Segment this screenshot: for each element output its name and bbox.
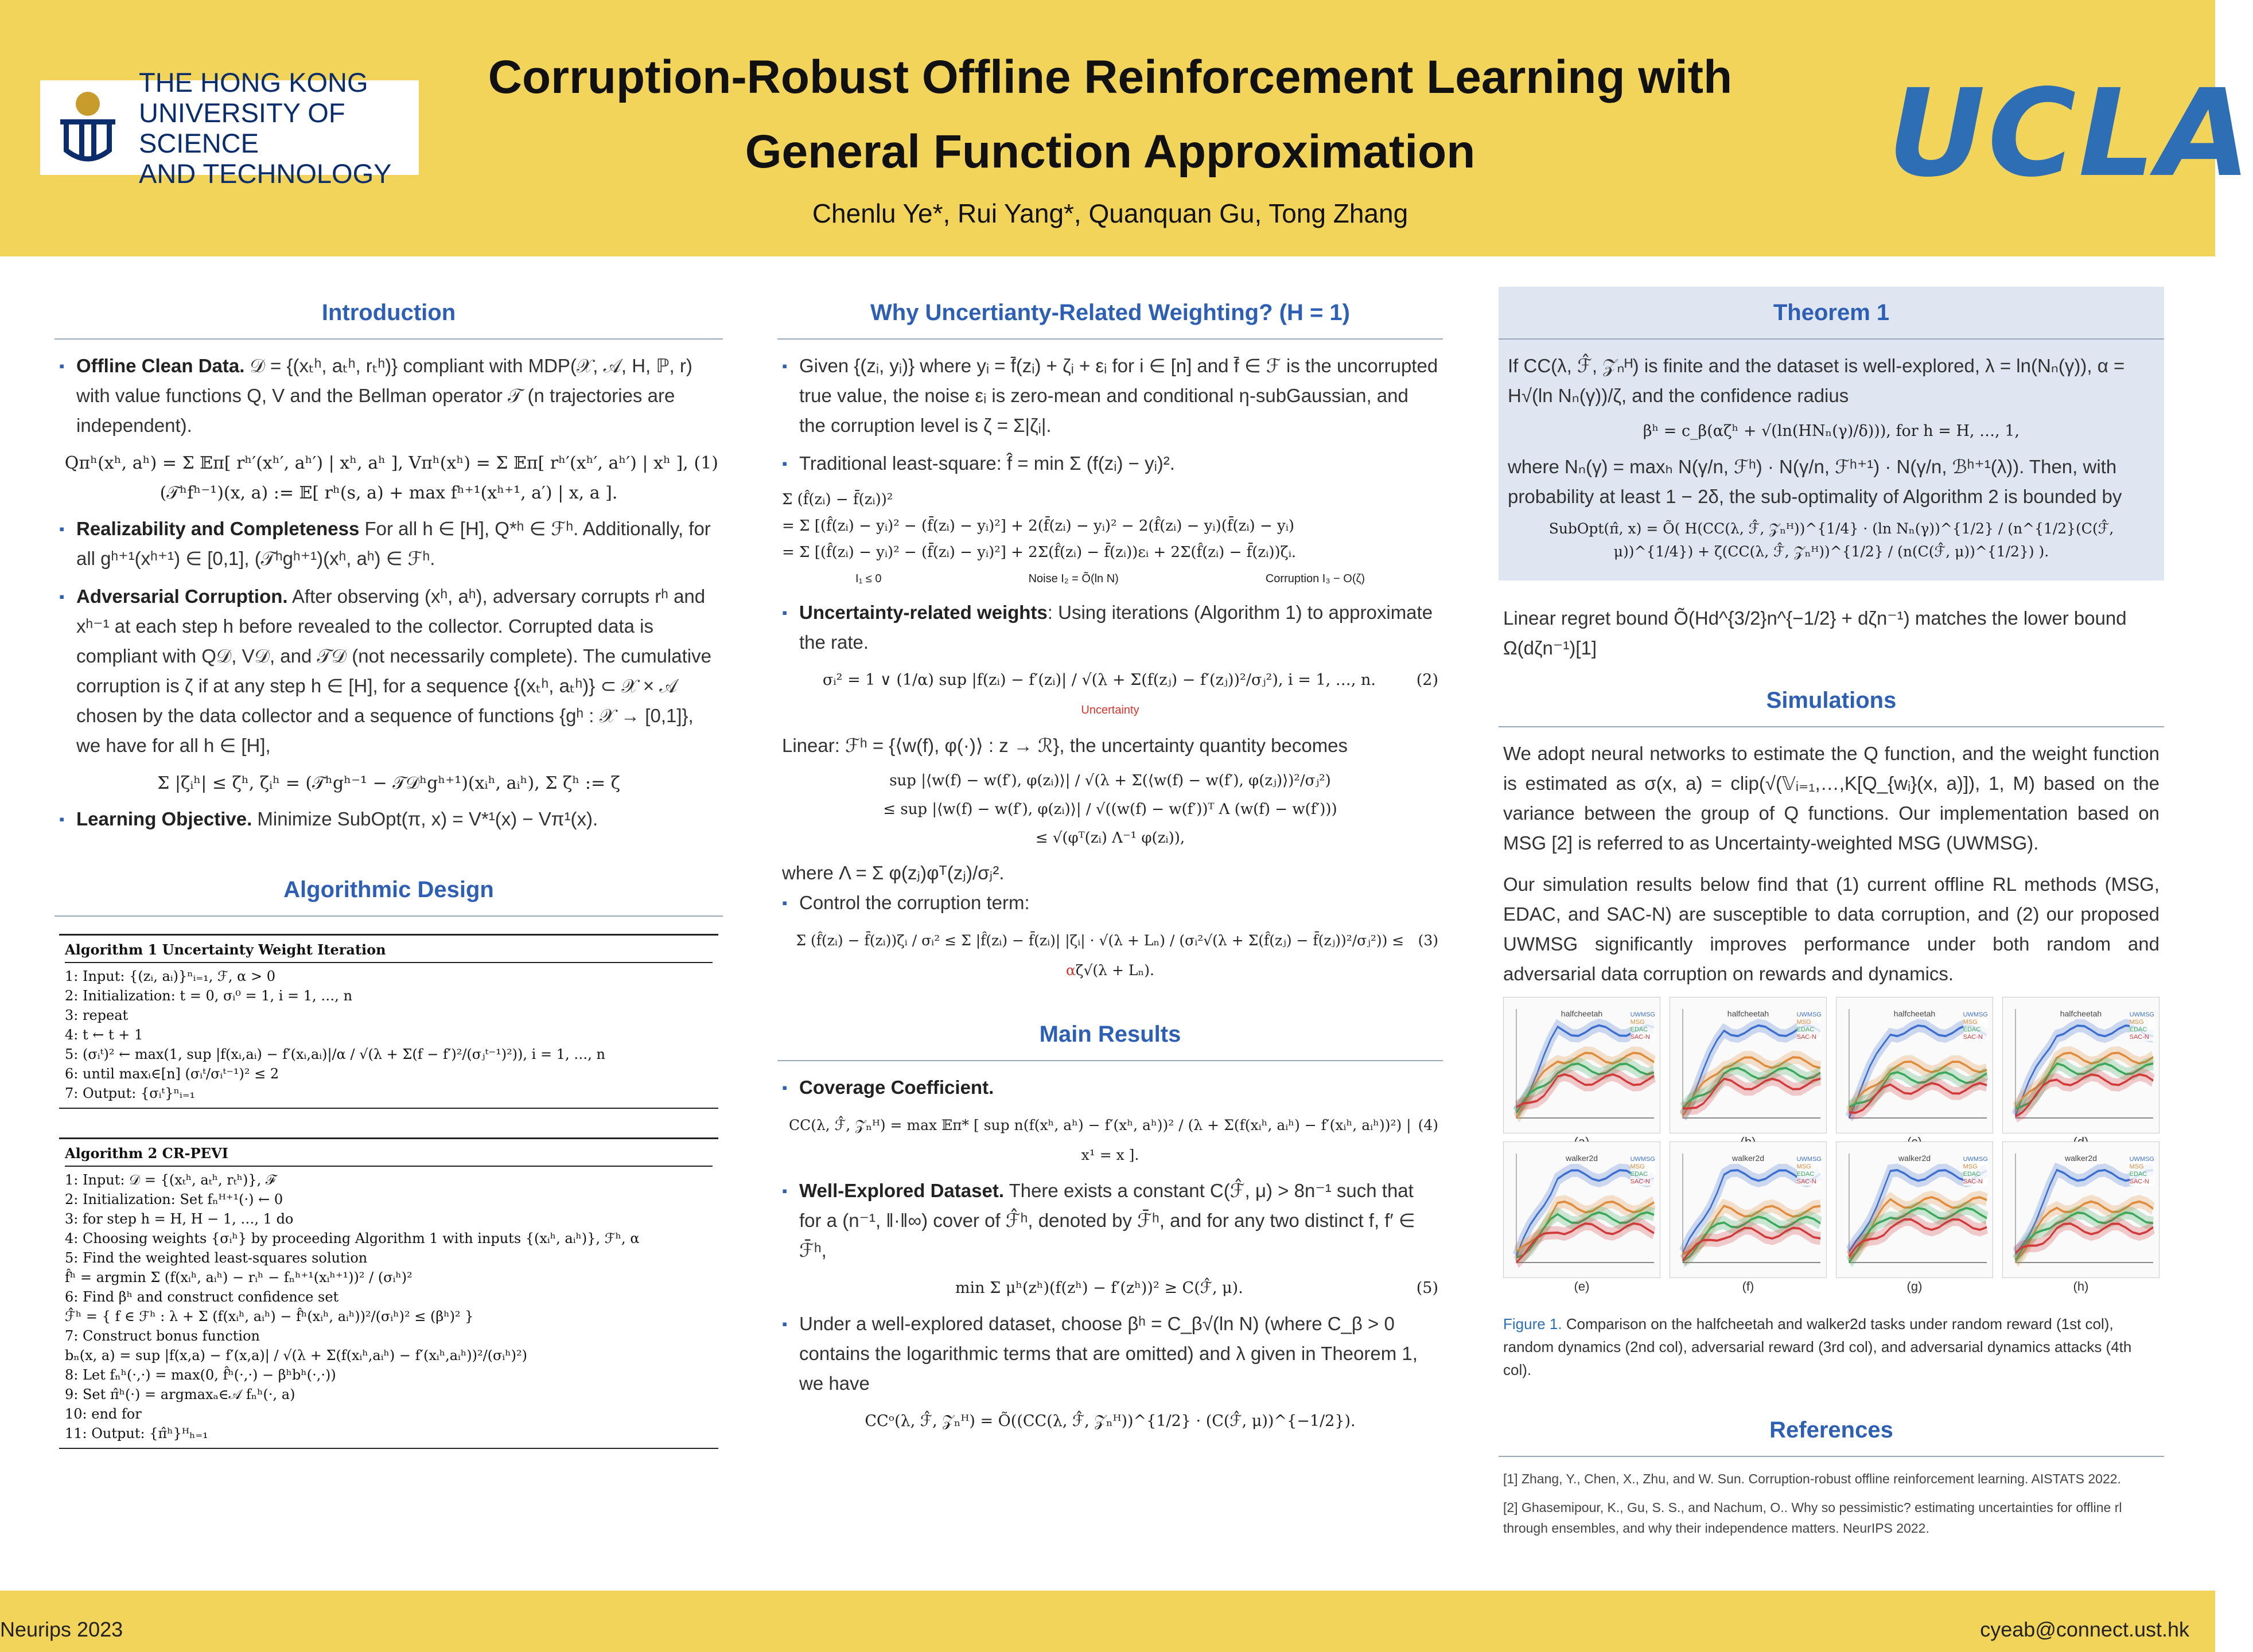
algorithm-line: 8: Let fₙʰ(·,·) = max(0, f̂ʰ(·,·) − βʰbʰ(·,·)): [65, 1367, 336, 1383]
section-title-main-results: Main Results: [777, 1008, 1443, 1061]
reference-item: [1] Zhang, Y., Chen, X., Zhu, and W. Sun. Corruption-robust offline reinforcement learning. AISTATS 2022.: [1503, 1471, 2121, 1486]
footer-banner: [0, 1591, 2215, 1652]
legend-entry: EDAC: [2129, 1026, 2147, 1033]
plot-label: (h): [2073, 1279, 2089, 1293]
legend-entry: EDAC: [1963, 1026, 1981, 1033]
underbrace-labels: [782, 566, 1438, 592]
item-bold: Well-Explored Dataset.: [799, 1180, 1004, 1201]
item-text: Minimize SubOpt(π, x) = V*¹(x) − Vπ¹(x).: [252, 808, 598, 829]
plot-legend: [2130, 1011, 2154, 1041]
algorithm-line: ℱ̂ʰ = { f ∈ ℱʰ : λ + Σ (f(xᵢʰ, aᵢʰ) − f̂ʰ(xᵢʰ, aᵢʰ))²/(σᵢʰ)² ≤ (βʰ)² }: [65, 1308, 474, 1324]
equation-part: ζ√(λ + Lₙ).: [1075, 962, 1154, 979]
legend-entry: SAC-N: [1963, 1178, 1983, 1185]
item-bold: Coverage Coefficient.: [799, 1077, 994, 1098]
equation-number: (4): [1418, 1117, 1438, 1133]
hkust-emblem-icon: [45, 85, 131, 171]
section-title-why-weighting: Why Uncertianty-Related Weighting? (H = 1): [777, 287, 1443, 340]
least-squares-derivation: [782, 486, 1438, 592]
legend-entry: MSG: [1963, 1163, 1978, 1170]
algorithm-line: 4: t ← t + 1: [65, 1027, 143, 1043]
equation-corruption: Σ |ζᵢʰ| ≤ ζʰ, ζᵢʰ = (𝒯ʰgʰ⁻¹ − 𝒯𝒟ʰgʰ⁺¹)(xᵢʰ, aᵢʰ), Σ ζʰ := ζ: [157, 773, 620, 793]
regret-bound-text: Linear regret bound Õ(Hd^{3/2}n^{−1/2} + dζn⁻¹) matches the lower bound Ω(dζn⁻¹)[1]: [1503, 607, 2127, 659]
simulation-paragraph: Our simulation results below find that (1) current offline RL methods (MSG, EDAC, and SAC-N) are susceptible to data corruption, and (2) our proposed UWMSG significantly improves performance under both random and adversarial data corruption on rewards and dynamics.: [1503, 874, 2159, 984]
linear-text: Linear: ℱʰ = {⟨w(f), φ(·)⟩ : z → ℛ}, the uncertainty quantity becomes: [782, 735, 1348, 756]
legend-entry: MSG: [1630, 1019, 1645, 1026]
algorithm-2: [59, 1137, 718, 1449]
column-3: [1499, 287, 2164, 1558]
algorithm-1: [59, 934, 718, 1109]
plot-title: halfcheetah: [1561, 1009, 1603, 1018]
title-line-2: General Function Approximation: [745, 126, 1476, 178]
contact-email: cyeab@connect.ust.hk: [1980, 1618, 2189, 1641]
hkust-name: [139, 67, 419, 189]
poster-title: [436, 40, 1784, 189]
equation-number: (5): [1416, 1279, 1438, 1297]
algorithm-line: 3: for step h = H, H − 1, …, 1 do: [65, 1211, 294, 1227]
algorithm-line: 3: repeat: [65, 1007, 129, 1023]
plot-label: (f): [1742, 1279, 1754, 1293]
legend-entry: EDAC: [1796, 1171, 1815, 1178]
alpha-symbol: α: [1066, 962, 1076, 979]
plot-legend: [1631, 1011, 1655, 1041]
conference-name: Neurips 2023: [0, 1618, 123, 1641]
plot-panel: [1670, 1141, 1827, 1293]
plot-title: halfcheetah: [1893, 1009, 1936, 1018]
list-item: [782, 1073, 1438, 1102]
legend-entry: UWMSG: [1630, 1011, 1655, 1018]
legend-entry: EDAC: [1630, 1171, 1648, 1178]
legend-entry: UWMSG: [1963, 1156, 1988, 1163]
plot-panel: [1670, 997, 1827, 1133]
equation-line: Qπʰ(xʰ, aʰ) = Σ 𝔼π[ rʰ′(xʰ′, aʰ′) | xʰ, aʰ ], Vπʰ(xʰ) = Σ 𝔼π[ rʰ′(xʰ′, aʰ′) | xʰ ],: [64, 453, 688, 473]
figure-caption: [1503, 1312, 2159, 1381]
algorithm-lines: [65, 1170, 713, 1443]
figure-label: Figure 1.: [1503, 1315, 1562, 1332]
legend-entry: SAC-N: [1630, 1034, 1650, 1041]
legend-entry: UWMSG: [2129, 1156, 2154, 1163]
hkust-logo: [40, 67, 419, 189]
uncertainty-label: Uncertainty: [1081, 704, 1139, 716]
equation-line: Σ (f̂(zᵢ) − f̄(zᵢ))²: [782, 491, 893, 508]
simulations-content: [1499, 727, 2164, 1393]
item-text: After observing (xʰ, aʰ), adversary corrupts rʰ and xʰ⁻¹ at each step h before revealed to the collector. Corrupted data is compliant with Q𝒟, V𝒟, and 𝒯𝒟 (not necessarily complete). The cumulative corruption is ζ if at any step h ∈ [H], for a sequence {(xₜʰ, aₜʰ)} ⊂ 𝒳 × 𝒜 chosen by the data collector and a sequence of functions {gʰ : 𝒳 → [0,1]}, we have for all h ∈ [H],: [76, 586, 711, 756]
figure-1-grid: [1503, 997, 2159, 1293]
legend-entry: SAC-N: [1796, 1178, 1816, 1185]
algorithm-title: Algorithm 2 CR-PEVI: [65, 1144, 713, 1167]
algorithm-line: 5: Find the weighted least-squares solution: [65, 1250, 368, 1266]
algorithm-line: 7: Construct bonus function: [65, 1328, 260, 1344]
equation-number: (3): [1418, 932, 1438, 949]
plot-panel: [1503, 1141, 1660, 1293]
legend-entry: MSG: [1796, 1019, 1811, 1026]
legend-entry: MSG: [1630, 1163, 1645, 1170]
plot-panel: [2002, 997, 2159, 1133]
equation-line: (𝒯ʰfʰ⁻¹)(x, a) := 𝔼[ rʰ(s, a) + max fʰ⁺¹(xʰ⁺¹, a′) | x, a ].: [159, 483, 618, 503]
legend-entry: SAC-N: [2129, 1034, 2149, 1041]
plot-panel: [1503, 997, 1660, 1133]
plot-title: walker2d: [1898, 1154, 1931, 1163]
item-text: For all h ∈ [H], Q*ʰ ∈ ℱʰ. Additionally, for all gʰ⁺¹(xʰ⁺¹) ∈ [0,1], (𝒯ʰgʰ⁺¹)(xʰ, aʰ) ∈ ℱʰ.: [76, 518, 711, 569]
equation-line: CC(λ, ℱ̂, 𝒵ₙᴴ) = max 𝔼π* [ sup n(f(xʰ, aʰ) − f′(xʰ, aʰ))² / (λ + Σ(f(xᵢʰ, aᵢʰ) − f′(xᵢʰ, aᵢʰ))²) | x¹ = x ].: [788, 1117, 1411, 1163]
equation-beta: βʰ = c_β(αζʰ + √(ln(HNₙ(γ)/δ))), for h = H, …, 1,: [1643, 422, 2020, 440]
legend-entry: UWMSG: [1796, 1156, 1822, 1163]
equation-line: ≤ √(φᵀ(zᵢ) Λ⁻¹ φ(zᵢ)),: [1035, 829, 1185, 847]
column-1: [55, 287, 723, 1489]
algorithm-line: 11: Output: {π̂ʰ}ᴴₕ₌₁: [65, 1425, 208, 1441]
underbrace-label: Corruption I₃ − O(ζ): [1265, 572, 1365, 585]
legend-entry: MSG: [2129, 1163, 2144, 1170]
equation-line: = Σ [(f̂(zᵢ) − yᵢ)² − (f̄(zᵢ) − yᵢ)²] + 2(f̄(zᵢ) − yᵢ)² − 2(f̂(zᵢ) − yᵢ)(f̄(zᵢ) − yᵢ): [782, 517, 1295, 535]
equation-2: [782, 665, 1438, 725]
algorithm-line: 4: Choosing weights {σᵢʰ} by proceeding Algorithm 1 with inputs {(xᵢʰ, aᵢʰ)}, ℱʰ, α: [65, 1230, 640, 1246]
item-text: 𝒟 = {(xₜʰ, aₜʰ, rₜʰ)} compliant with MDP(𝒳, 𝒜, H, ℙ, r) with value functions Q, V and the Bellman operator 𝒯 (n trajectories are independent).: [76, 355, 692, 436]
list-item: [59, 804, 718, 834]
header-banner: [0, 0, 2253, 256]
plot-legend: [1797, 1011, 1822, 1041]
plot-title: walker2d: [1731, 1154, 1765, 1163]
algorithm-line: 1: Input: 𝒟 = {(xₜʰ, aₜʰ, rₜʰ)}, ℱ: [65, 1172, 276, 1188]
equation-line: σᵢ² = 1 ∨ (1/α) sup |f(zᵢ) − f′(zᵢ)| / √(λ + Σ(f(zⱼ) − f′(zⱼ))²/σⱼ²), i = 1, …, n.: [822, 671, 1376, 689]
algorithm-line: f̂ʰ = argmin Σ (f(xᵢʰ, aᵢʰ) − rᵢʰ − fₙʰ⁺¹(xᵢʰ⁺¹))² / (σᵢʰ)²: [65, 1269, 413, 1285]
legend-entry: UWMSG: [1630, 1156, 1655, 1163]
main-results-content: [777, 1061, 1443, 1454]
equation-6: CCᵒ(λ, ℱ̂, 𝒵ₙᴴ) = Õ((CC(λ, ℱ̂, 𝒵ₙᴴ))^{1/2} · (C(ℱ̂, μ))^{−1/2}).: [865, 1412, 1356, 1430]
plot-legend: [1631, 1156, 1655, 1186]
algorithm-line: 6: until maxᵢ∈[n] (σᵢᵗ/σᵢᵗ⁻¹)² ≤ 2: [65, 1066, 279, 1082]
algorithm-line: 6: Find βʰ and construct confidence set: [65, 1289, 339, 1305]
legend-entry: EDAC: [1630, 1026, 1648, 1033]
algorithm-line: 5: (σᵢᵗ)² ← max(1, sup |f(xᵢ,aᵢ) − f′(xᵢ,aᵢ)|/α / √(λ + Σ(f − f′)²/(σⱼᵗ⁻¹)²)), i = 1, …, n: [65, 1046, 605, 1062]
legend-entry: UWMSG: [1963, 1011, 1988, 1018]
hkust-line: UNIVERSITY OF SCIENCE: [139, 97, 345, 158]
plot-legend: [2130, 1156, 2154, 1186]
reference-item: [2] Ghasemipour, K., Gu, S. S., and Nachum, O.. Why so pessimistic? estimating uncertainties for offline rl through ensembles, and why their independence matters. NeurIPS 2022.: [1503, 1500, 2122, 1536]
underbrace-label: Noise I₂ = Õ(ln N): [1028, 572, 1119, 585]
lambda-definition: where Λ = Σ φ(zⱼ)φᵀ(zⱼ)/σⱼ².: [782, 862, 1005, 883]
plot-label: (g): [1906, 1279, 1923, 1293]
linear-derivation: [782, 766, 1438, 852]
item-bold: Adversarial Corruption.: [76, 586, 288, 607]
algorithm-line: 2: Initialization: t = 0, σᵢ⁰ = 1, i = 1, …, n: [65, 988, 353, 1004]
simulation-paragraph: We adopt neural networks to estimate the Q function, and the weight function is estimated as σ(x, a) = clip(√(𝕍ᵢ₌₁,…,K[Q_{wᵢ}(x, a)]), 1, M) based on the variance between the group of Q functions. Our implementation based on MSG [2] is referred to as Uncertainty-weighted MSG (UWMSG).: [1503, 743, 2159, 854]
algorithm-line: 9: Set π̂ʰ(·) = argmaxₐ∈𝒜 fₙʰ(·, a): [65, 1386, 295, 1402]
plot-title: halfcheetah: [2060, 1009, 2102, 1018]
equation-number: (1): [694, 453, 718, 473]
title-line-1: Corruption-Robust Offline Reinforcement Learning with: [488, 51, 1733, 103]
equation-number: (2): [1416, 671, 1438, 689]
algorithm-title: Algorithm 1 Uncertainty Weight Iteration: [65, 940, 713, 963]
list-item: ▪ Under a well-explored dataset, choose βʰ = C_β√(ln N) (where C_β > 0 contains the logarithmic terms that are omitted) and λ given in Theorem 1, we have: [782, 1309, 1438, 1398]
section-title-references: References: [1499, 1404, 2164, 1457]
algorithmic-design-content: [55, 917, 723, 1489]
plot-title: walker2d: [2064, 1154, 2098, 1163]
column-2: [777, 287, 1443, 1454]
list-item: [59, 351, 718, 441]
references-content: [1499, 1457, 2164, 1558]
list-item: ▪ Given {(zᵢ, yᵢ)} where yᵢ = f̄(zᵢ) + ζᵢ + εᵢ for i ∈ [n] and f̄ ∈ ℱ is the uncorrupted true value, the noise εᵢ is zero-mean and conditional η-subGaussian, and the corruption level is ζ = Σ|ζᵢ|.: [782, 351, 1438, 441]
plot-legend: [1963, 1011, 1988, 1041]
authors: Chenlu Ye*, Rui Yang*, Quanquan Gu, Tong Zhang: [812, 198, 1408, 228]
item-bold: Offline Clean Data.: [76, 355, 245, 376]
equation-3: [782, 926, 1438, 985]
algorithm-line: 10: end for: [65, 1406, 142, 1422]
item-bold: Realizability and Completeness: [76, 518, 360, 539]
theorem-content: [1499, 340, 2164, 580]
item-bold: Uncertainty-related weights: [799, 602, 1048, 623]
legend-entry: EDAC: [1796, 1026, 1815, 1033]
hkust-line: THE HONG KONG: [139, 67, 368, 98]
plot-panel: [2002, 1141, 2159, 1293]
algorithm-line: 2: Initialization: Set fₙᴴ⁺¹(·) ← 0: [65, 1191, 283, 1207]
legend-entry: SAC-N: [2129, 1178, 2149, 1185]
plot-panel: [1836, 997, 1993, 1133]
legend-entry: SAC-N: [1630, 1178, 1650, 1185]
equation-part: Σ (f̂(zᵢ) − f̄(zᵢ))ζᵢ / σᵢ² ≤ Σ |f̂(zᵢ) − f̄(zᵢ)| |ζᵢ| · √(λ + Lₙ) / (σᵢ²√(λ + Σ(f̂(zⱼ) − f̄(zⱼ))²/σⱼ²)) ≤: [796, 932, 1404, 949]
equation-1: [59, 449, 718, 508]
section-title-introduction: Introduction: [55, 287, 723, 340]
legend-entry: SAC-N: [1963, 1034, 1983, 1041]
legend-entry: EDAC: [1963, 1171, 1981, 1178]
list-item: [782, 1176, 1438, 1265]
section-title-theorem: Theorem 1: [1499, 287, 2164, 340]
equation-4: [782, 1111, 1438, 1170]
ucla-logo: UCLA: [1888, 63, 2253, 204]
section-title-algorithmic-design: Algorithmic Design: [55, 864, 723, 917]
plot-label: (e): [1574, 1279, 1590, 1293]
algorithm-line: bₙ(x, a) = sup |f(x,a) − f′(x,a)| / √(λ + Σ(f(xᵢʰ,aᵢʰ) − f′(xᵢʰ,aᵢʰ))²/(σᵢʰ)²): [65, 1347, 527, 1363]
legend-entry: UWMSG: [2129, 1011, 2154, 1018]
underbrace-label: I₁ ≤ 0: [855, 572, 882, 585]
plot-legend: [1963, 1156, 1988, 1186]
legend-entry: UWMSG: [1796, 1011, 1822, 1018]
equation-line: sup |⟨w(f) − w(f′), φ(zᵢ)⟩| / √(λ + Σ(⟨w(f) − w(f′), φ(zⱼ)⟩)²/σⱼ²): [889, 772, 1331, 789]
plot-panel: [1836, 1141, 1993, 1293]
legend-entry: MSG: [1796, 1163, 1811, 1170]
plot-title: walker2d: [1565, 1154, 1598, 1163]
plot-title: halfcheetah: [1727, 1009, 1769, 1018]
equation-line: ≤ sup |⟨w(f) − w(f′), φ(zᵢ)⟩| / √((w(f) − w(f′))ᵀ Λ (w(f) − w(f′))): [883, 801, 1337, 818]
item-text: : Using iterations (Algorithm 1) to approximate the rate.: [799, 602, 1433, 653]
list-item: ▪ Control the corruption term:: [782, 888, 1438, 918]
equation-line: = Σ [(f̂(zᵢ) − yᵢ)² − (f̄(zᵢ) − yᵢ)²] + 2Σ(f̂(zᵢ) − f̄(zᵢ))εᵢ + 2Σ(f̂(zᵢ) − f̄(zᵢ))ζᵢ.: [782, 544, 1297, 561]
theorem-text: If CC(λ, ℱ̂, 𝒵ₙᴴ) is finite and the dataset is well-explored, λ = ln(Nₙ(γ)), α = H√(ln Nₙ(γ))/ζ, and the confidence radius: [1508, 355, 2125, 406]
equation-subopt: SubOpt(π̂, x) = Õ( H(CC(λ, ℱ̂, 𝒵ₙᴴ))^{1/4} · (ln Nₙ(γ))^{1/2} / (n^{1/2}(C(ℱ̂, μ))^{1/4}) + ζ(CC(λ, ℱ̂, 𝒵ₙᴴ))^{1/2} / (n(C(ℱ̂, μ))^{1/2}) ).: [1548, 520, 2114, 560]
legend-entry: MSG: [1963, 1019, 1978, 1026]
algorithm-lines: [65, 967, 713, 1103]
item-bold: Learning Objective.: [76, 808, 252, 829]
algorithm-line: 7: Output: {σᵢᵗ}ⁿᵢ₌₁: [65, 1085, 196, 1101]
equation-5: [782, 1273, 1438, 1303]
legend-entry: EDAC: [2129, 1171, 2147, 1178]
item-text: There exists a constant C(ℱ̂, μ) > 8n⁻¹ such that for a (n⁻¹, ‖·‖∞) cover of ℱ̂ʰ, denoted by ℱ̄ʰ, and for any two distinct f, f′ ∈ ℱ̄ʰ,: [799, 1180, 1415, 1261]
introduction-content: [55, 340, 723, 854]
equation-line: min Σ μʰ(zʰ)(f(zʰ) − f′(zʰ))² ≥ C(ℱ̂, μ).: [955, 1279, 1243, 1297]
plot-legend: [1797, 1156, 1822, 1186]
algorithm-line: 1: Input: {(zᵢ, aᵢ)}ⁿᵢ₌₁, ℱ, α > 0: [65, 968, 275, 984]
list-item: [782, 598, 1438, 657]
list-item: [59, 514, 718, 574]
list-item: [59, 582, 718, 761]
figure-caption-text: Comparison on the halfcheetah and walker2d tasks under random reward (1st col), random dynamics (2nd col), adversarial reward (3rd col), and adversarial dynamics attacks (4th col).: [1503, 1315, 2132, 1378]
theorem-text: where Nₙ(γ) = maxₕ N(γ/n, ℱʰ) · N(γ/n, ℱʰ⁺¹) · N(γ/n, ℬʰ⁺¹(λ)). Then, with probability at least 1 − 2δ, the sub-optimality of Algorithm 2 is bounded by: [1508, 456, 2122, 507]
legend-entry: MSG: [2129, 1019, 2144, 1026]
why-weighting-content: [777, 340, 1443, 1003]
legend-entry: SAC-N: [1796, 1034, 1816, 1041]
hkust-line: AND TECHNOLOGY: [139, 158, 392, 189]
section-title-simulations: Simulations: [1499, 675, 2164, 727]
list-item: ▪ Traditional least-square: f̂ = min Σ (f(zᵢ) − yᵢ)².: [782, 449, 1438, 478]
